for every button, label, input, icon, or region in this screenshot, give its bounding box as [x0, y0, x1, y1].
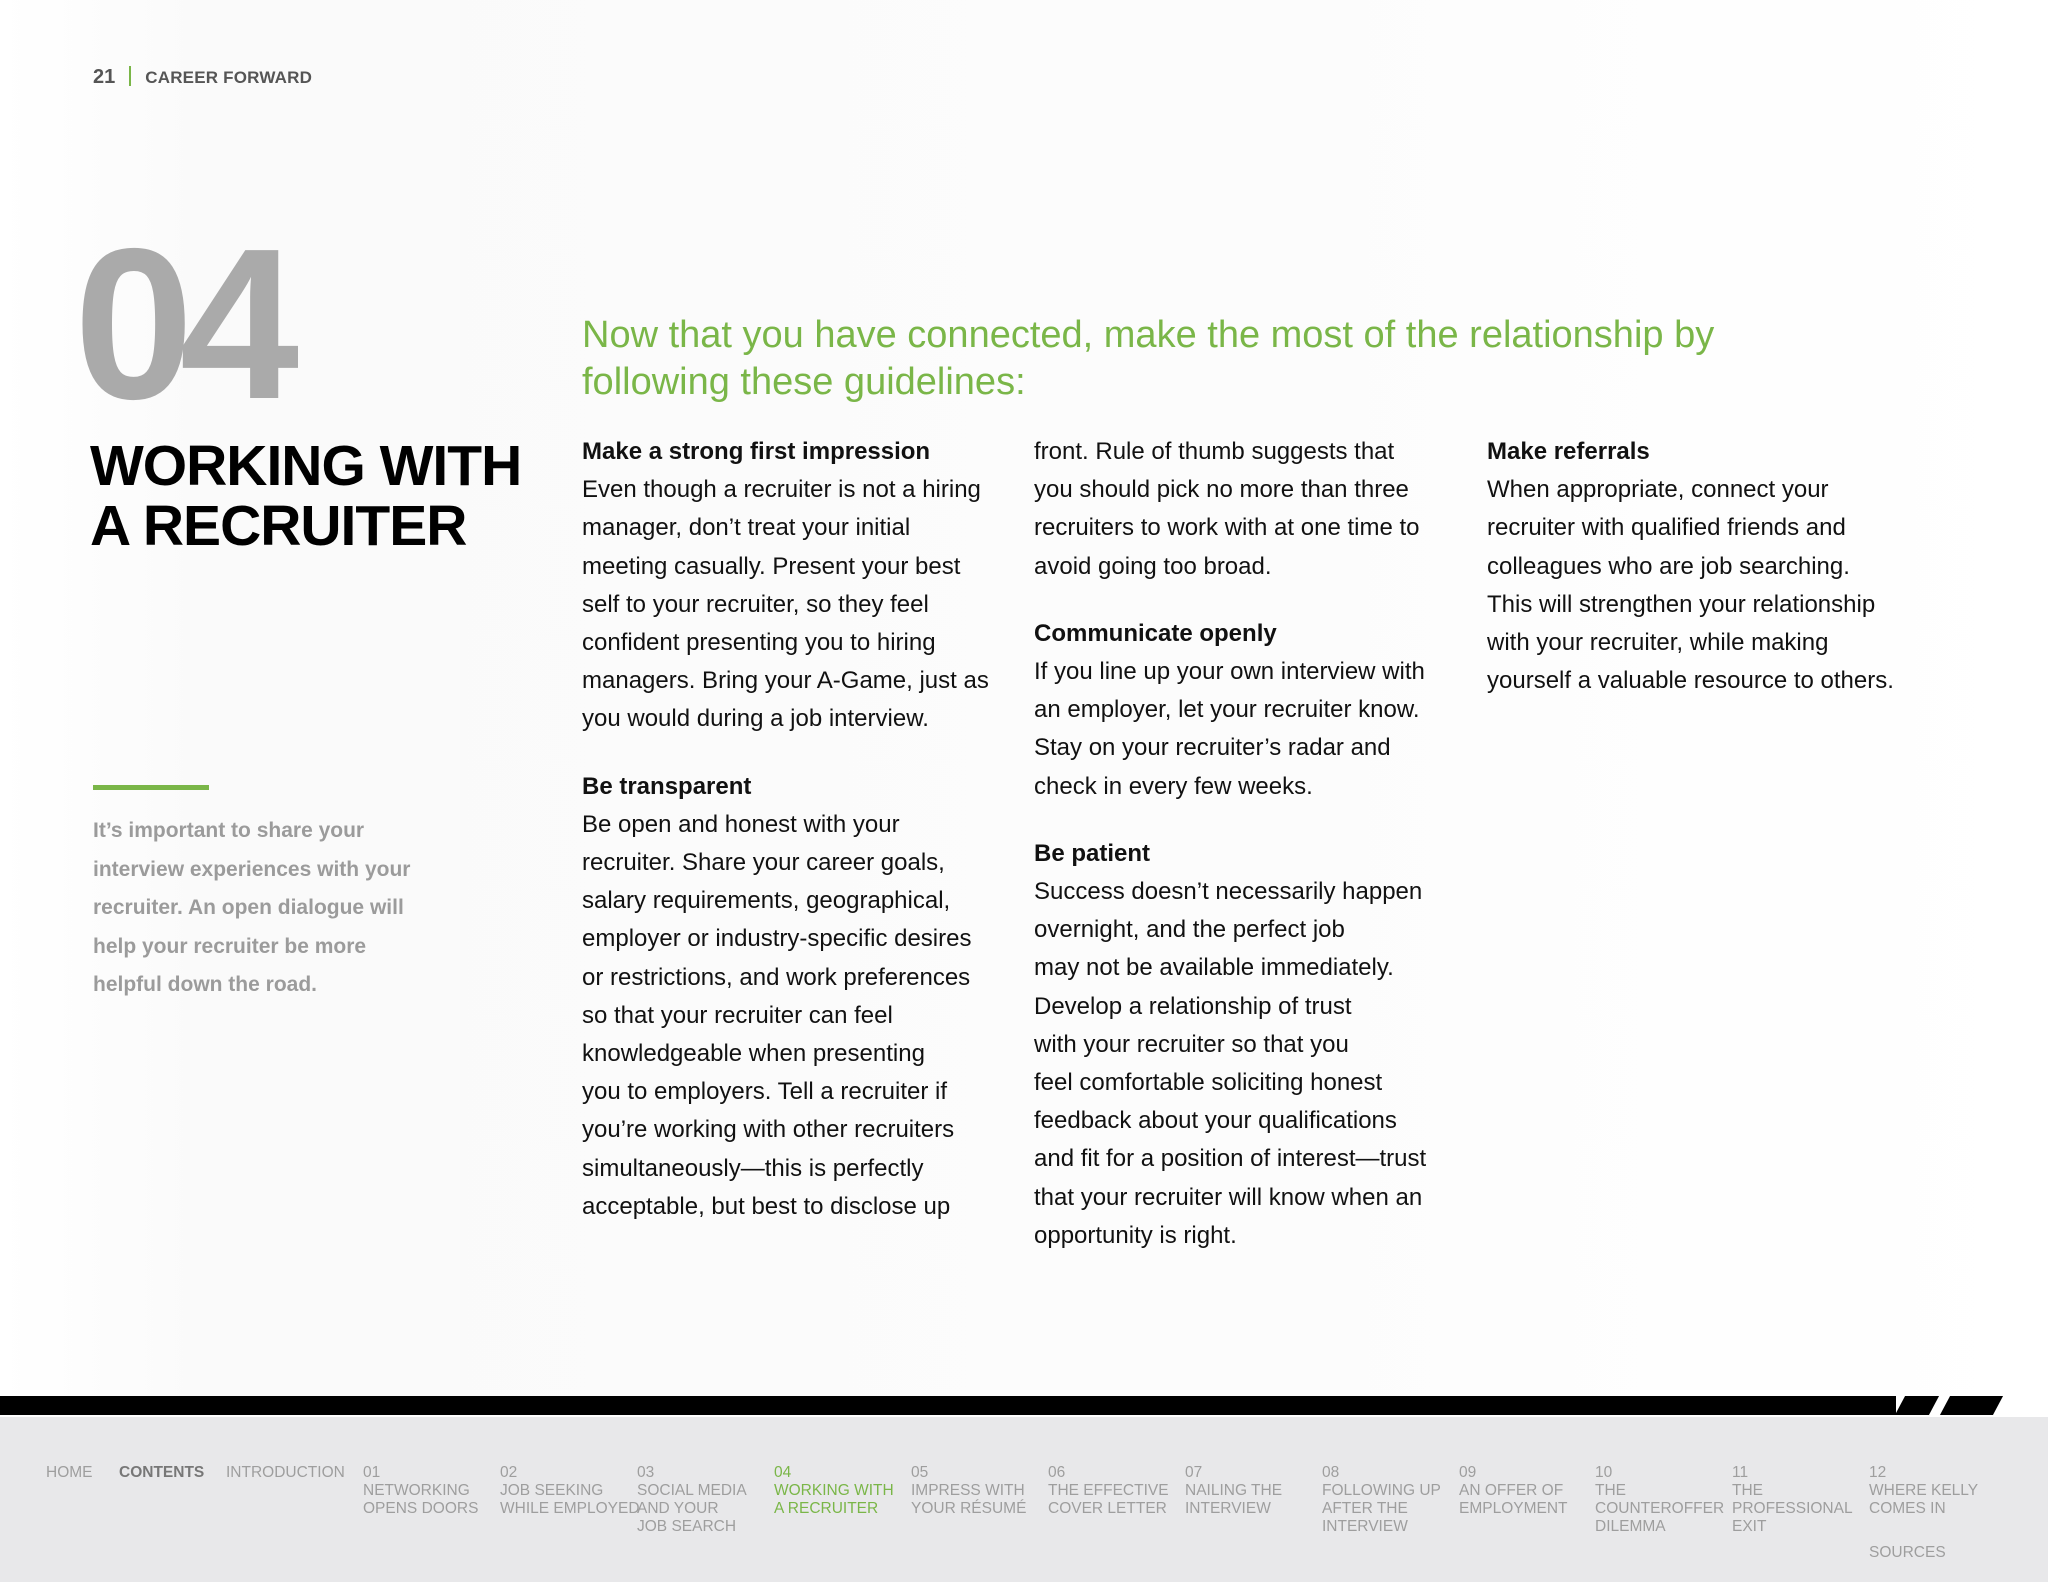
- nav-chapter-02-link[interactable]: 02 JOB SEEKING WHILE EMPLOYED: [500, 1464, 640, 1517]
- nav-introduction-link[interactable]: INTRODUCTION: [226, 1464, 345, 1481]
- nav-chapter-05-link[interactable]: 05 IMPRESS WITH YOUR RÉSUMÉ: [911, 1464, 1027, 1517]
- section-body: Be open and honest with your recruiter. Share your career goals, salary requirements, geographical, employer or industry-specific desires or restrictions, and work preferences so that your recruiter can feel knowledgeable when presenting you to employers. Tell a recruiter if you’re working with other recruiters simultaneously—this is perfectly acceptable, but best to disclose up: [582, 810, 972, 1220]
- text-column-2: [1034, 433, 1474, 1255]
- chapter-title: WORKING WITH A RECRUITER: [90, 434, 522, 558]
- section-body: Even though a recruiter is not a hiring manager, don’t treat your initial meeting casually. Present your best self to your recruiter, so they feel confident presenting you to hiring managers. Bring your A-Game, just as you would during a job interview.: [582, 476, 989, 733]
- section-body: front. Rule of thumb suggests that you should pick no more than three recruiters to work with at one time to avoid going too broad.: [1034, 438, 1420, 580]
- nav-chapter-07-link[interactable]: 07 NAILING THE INTERVIEW: [1185, 1464, 1283, 1517]
- nav-chapter-03-link[interactable]: 03 SOCIAL MEDIA AND YOUR JOB SEARCH: [637, 1464, 747, 1535]
- section-heading: Communicate openly: [1034, 619, 1277, 647]
- nav-chapter-09-link[interactable]: 09 AN OFFER OF EMPLOYMENT: [1459, 1464, 1568, 1517]
- nav-chapter-04-link[interactable]: 04 WORKING WITH A RECRUITER: [774, 1464, 894, 1517]
- nav-chapter-11-link[interactable]: 11 THE PROFESSIONAL EXIT: [1732, 1464, 1853, 1535]
- page-header: [93, 66, 312, 89]
- section-heading: Be transparent: [582, 772, 752, 800]
- text-column-3: [1487, 433, 1927, 700]
- decorative-slash: [1895, 1396, 1939, 1415]
- header-divider: [129, 66, 131, 86]
- section-body: If you line up your own interview with an employer, let your recruiter know. Stay on your recruiter’s radar and check in every few weeks.: [1034, 658, 1425, 800]
- lead-paragraph: Now that you have connected, make the most of the relationship by following these guidelines:: [582, 314, 1715, 403]
- section-body: Success doesn’t necessarily happen overnight, and the perfect job may not be available immediately. Develop a relationship of trust with your recruiter so that you feel comfortable soliciting honest feedback about your qualifications and fit for a position of interest—trust that your recruiter will know when an opportunity is right.: [1034, 878, 1427, 1249]
- nav-sources-link[interactable]: SOURCES: [1869, 1544, 1946, 1561]
- section-heading: Make referrals: [1487, 438, 1650, 465]
- page-number: 21: [93, 66, 116, 88]
- nav-chapter-06-link[interactable]: 06 THE EFFECTIVE COVER LETTER: [1048, 1464, 1169, 1517]
- decorative-slash: [1953, 1396, 2003, 1415]
- section-body: When appropriate, connect your recruiter with qualified friends and colleagues who are job searching. This will strengthen your relationship with your recruiter, while making yourself a valuable resource to others.: [1487, 476, 1894, 695]
- nav-contents-link[interactable]: CONTENTS: [119, 1464, 205, 1481]
- nav-chapter-10-link[interactable]: 10 THE COUNTEROFFER DILEMMA: [1595, 1464, 1725, 1535]
- nav-home-link[interactable]: HOME: [46, 1464, 93, 1481]
- navigation-footer: [0, 1417, 2048, 1582]
- footer-divider-bar: [0, 1396, 1896, 1415]
- nav-chapter-01-link[interactable]: 01 NETWORKING OPENS DOORS: [363, 1464, 479, 1517]
- chapter-number: 04: [74, 203, 286, 444]
- section-heading: Be patient: [1034, 839, 1151, 867]
- accent-rule: [93, 785, 209, 790]
- nav-chapter-08-link[interactable]: 08 FOLLOWING UP AFTER THE INTERVIEW: [1322, 1464, 1441, 1535]
- text-column-1: [582, 433, 1022, 1226]
- pull-quote: It’s important to share your interview experiences with your recruiter. An open dialogue will help your recruiter be more helpful down the road.: [93, 819, 411, 997]
- nav-chapter-12-link[interactable]: 12 WHERE KELLY COMES IN: [1869, 1464, 1979, 1517]
- section-heading: Make a strong first impression: [582, 438, 931, 465]
- publication-title: CAREER FORWARD: [145, 68, 313, 87]
